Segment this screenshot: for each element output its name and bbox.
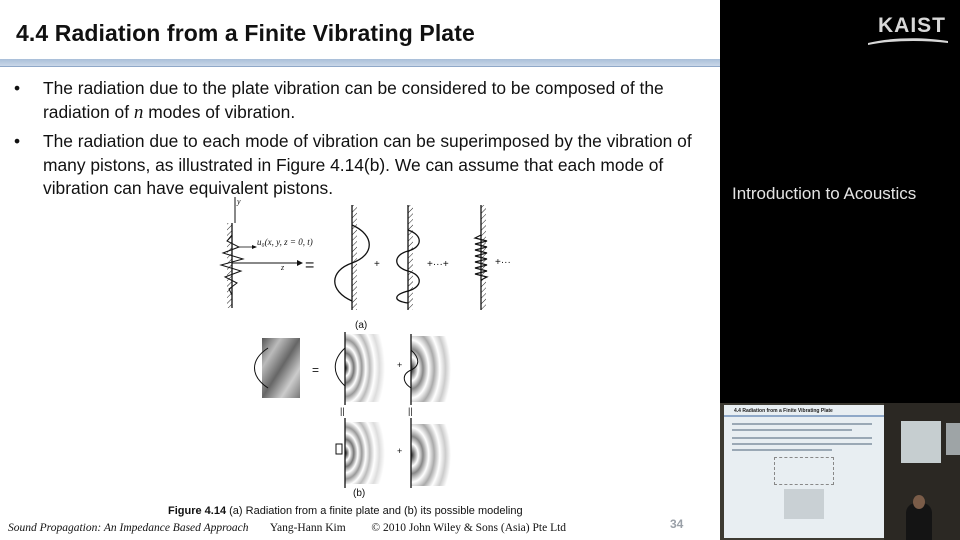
projected-figure-b [784, 489, 824, 519]
bullet-item-1 [14, 77, 708, 124]
bullet-list [14, 77, 708, 207]
plus-ellipsis: +···+ [427, 259, 449, 270]
caption-text: (a) Radiation from a finite plate and (b) its possible modeling [226, 505, 523, 517]
footer-copyright: © 2010 John Wiley & Sons (Asia) Pte Ltd [371, 522, 567, 534]
logo-swoosh-icon [868, 37, 948, 45]
figure-caption [168, 505, 523, 517]
classroom-window [901, 421, 941, 463]
vertical-equals-1: || [340, 406, 345, 416]
velocity-label: u₀(x, y, z = 0, t) [257, 237, 313, 247]
mode-1-plate [352, 205, 357, 310]
plus-sign: + [374, 259, 380, 270]
plus-sign-b2: + [397, 446, 403, 456]
equals-sign-b: = [312, 363, 320, 377]
bullet-marker: • [14, 131, 21, 152]
subfigure-b-label: (b) [353, 488, 366, 499]
footer-author: Yang-Hann Kim [269, 522, 346, 534]
projected-text-line [732, 449, 832, 451]
mode-2-plate [408, 205, 413, 310]
slide-footer [8, 522, 566, 534]
lecturer-head [913, 495, 925, 509]
subfigure-a-label: (a) [355, 320, 368, 331]
kaist-logo [868, 14, 948, 44]
lecture-video-thumbnail[interactable] [720, 403, 960, 540]
plus-ellipsis-end: +··· [495, 257, 511, 268]
projected-slide [724, 405, 884, 538]
bullet-marker: • [14, 78, 21, 98]
page-number: 34 [670, 517, 684, 531]
slide-title: 4.4 Radiation from a Finite Vibrating Plate [16, 20, 475, 46]
vertical-equals-2: || [408, 406, 413, 416]
projected-text-line [732, 437, 872, 439]
figure-mode-decomposition [205, 195, 535, 330]
mode-1-field [345, 334, 385, 402]
axis-y-label: y [237, 197, 241, 206]
projected-text-line [732, 423, 872, 425]
lecture-side-panel [720, 0, 960, 540]
bullet-var-n: n [133, 101, 144, 123]
title-divider [0, 59, 720, 67]
bullet-text-1a: The radiation due to the plate vibration can be considered to be composed of the radiation of [43, 78, 664, 122]
projected-slide-rule [724, 415, 884, 417]
caption-label: Figure 4.14 [168, 505, 227, 517]
bullet-item-2 [14, 130, 708, 201]
projected-text-line [732, 429, 852, 431]
figure-piston-model [240, 330, 470, 505]
piston-1 [336, 444, 342, 454]
axis-z-label: z [281, 263, 285, 272]
piston-2-field [411, 424, 451, 486]
course-title: Introduction to Acoustics [732, 184, 917, 203]
total-field [262, 338, 300, 398]
projected-text-line [732, 443, 872, 445]
bullet-text-2: The radiation due to each mode of vibration can be superimposed by the vibration of many pistons, as illustrated in Figure 4.14(b). We can assume that each mode of vibration can have equivalent pistons. [43, 131, 692, 199]
projected-slide-title: 4.4 Radiation from a Finite Vibrating Plate [734, 408, 833, 414]
plus-sign-b: + [397, 360, 403, 370]
classroom-window-2 [946, 423, 960, 455]
footer-book-title: Sound Propagation: An Impedance Based Approach [8, 522, 249, 534]
projected-figure-a [774, 457, 834, 485]
piston-1-field [345, 422, 385, 484]
logo-text: KAIST [878, 14, 946, 37]
equals-sign: = [305, 257, 315, 274]
bullet-text-1b: modes of vibration. [143, 101, 296, 122]
mode-2-field [411, 336, 451, 402]
